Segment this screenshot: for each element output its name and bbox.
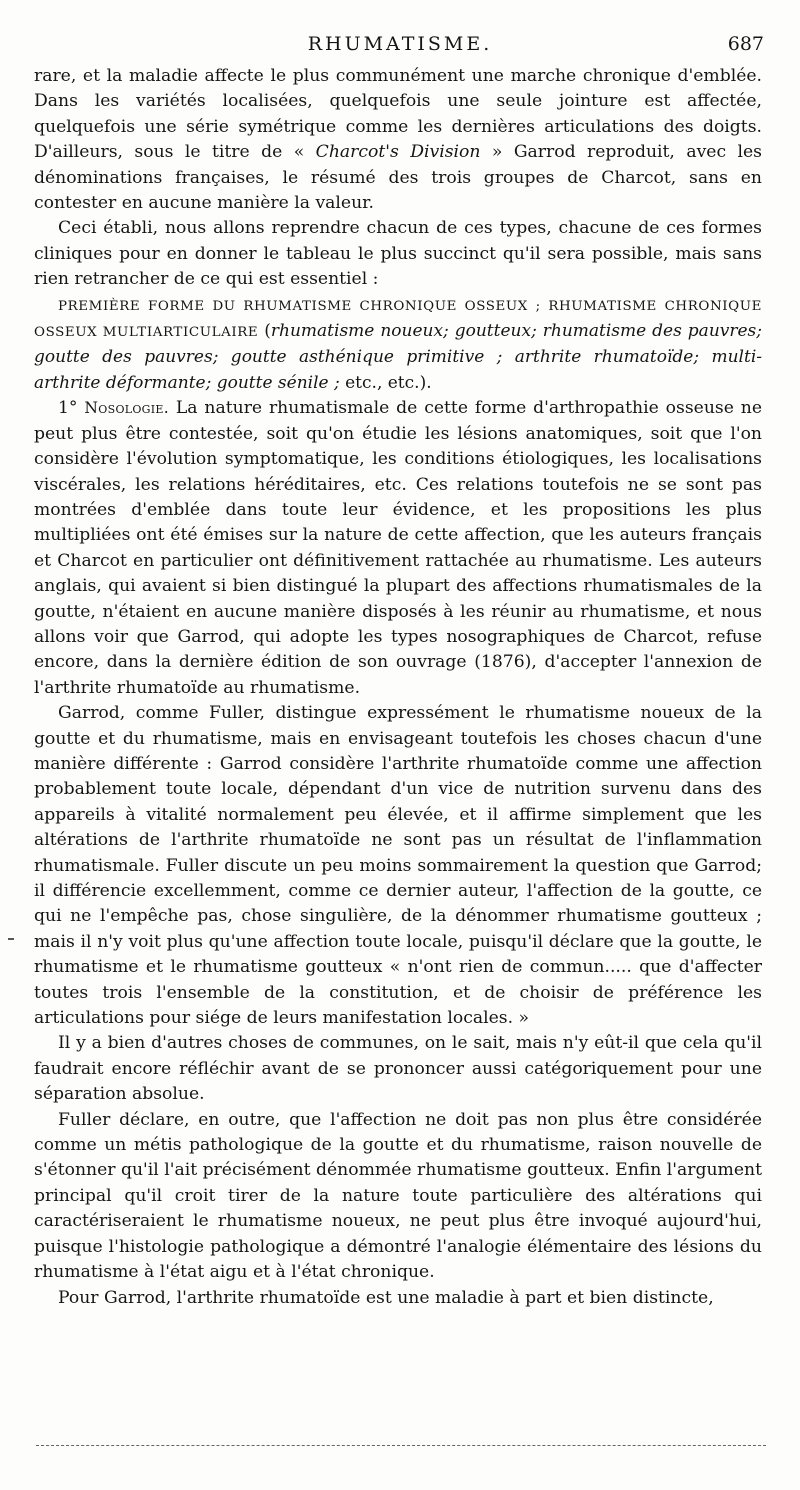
margin-mark [8,938,14,940]
section-heading-caps: PREMIÈRE FORME DU RHUMATISME CHRONIQUE OSSEUX ; RHUMATISME CHRONIQUE OSSEUX MULTIARTICULAIRE [34,298,762,341]
section-heading-synonyms: rhumatisme noueux; goutteux; rhumatisme des pauvres; goutte des pauvres; goutte asthénique primitive ; arthrite rhumatoïde; multi-arthrite déformante; goutte sénile ; [34,321,763,393]
subsection-number: 1° [58,398,78,419]
page-number: 687 [727,33,764,55]
body-text [34,64,762,1311]
paragraph-2: Ceci établi, nous allons reprendre chacun de ces types, chacune de ces formes cliniques pour en donner le tableau le plus succinct qu'il sera possible, mais sans rien retrancher de ce qui est essentiel : [34,218,762,290]
paragraph-nosologie: 1° Nosologie. La nature rhumatismale de cette forme d'arthropathie osseuse ne peut plus être contestée, soit qu'on étudie les lésions anatomiques, soit que l'on considère l'évolution symptomatique, les conditions étiologiques, les localisations viscérales, les relations héréditaires, etc. Ces relations toutefois ne se sont pas montrées d'emblée dans toute leur évidence, et les propositions les plus multipliées ont été émises sur la nature de cette affection, que les auteurs français et Charcot en particulier ont définitivement rattachée au rhumatisme. Les auteurs anglais, qui avaient si bien distingué la plupart des affections rhumatismales de la goutte, n'étaient en aucune manière disposés à les réunir au rhumatisme, et nous allons voir que Garrod, qui adopte les types nosographiques de Charcot, refuse encore, dans la dernière édition de son ouvrage (1876), d'accepter l'annexion de l'arthrite rhumatoïde au rhumatisme. [34,398,763,698]
paragraph-5: Il y a bien d'autres choses de communes, on le sait, mais n'y eût-il que cela qu'il faudrait encore réfléchir avant de se prononcer aussi catégoriquement pour une séparation absolue. [34,1033,762,1105]
section-heading: PREMIÈRE FORME DU RHUMATISME CHRONIQUE OSSEUX ; RHUMATISME CHRONIQUE OSSEUX MULTIARTICULAIRE (rhumatisme noueux; goutteux; rhumatisme des pauvres; goutte des pauvres; goutte asthénique primitive ; arthrite rhumatoïde; multi-arthrite déformante; goutte sénile ; etc., etc.). [34,298,763,393]
paragraph-6: Fuller déclare, en outre, que l'affection ne doit pas non plus être considérée comme un métis pathologique de la goutte et du rhumatisme, raison nouvelle de s'étonner qu'il l'ait précisément dénommée rhumatisme goutteux. Enfin l'argument principal qu'il croit tirer de la nature toute particulière des altérations qui caractériseraient le rhumatisme noueux, ne peut plus être invoqué aujourd'hui, puisque l'histologie pathologique a démontré l'analogie élémentaire des lésions du rhumatisme à l'état aigu et à l'état chronique. [34,1109,762,1283]
paragraph-1: rare, et la maladie affecte le plus communément une marche chronique d'emblée. Dans les variétés localisées, quelquefois une seule jointure est affectée, quelquefois une série symétrique comme les dernières articulations des doigts. D'ailleurs, sous le titre de « Charcot's Division » Garrod reproduit, avec les dénominations françaises, le résumé des trois groupes de Charcot, sans en contester en aucune manière la valeur. [34,66,762,214]
footer-rule [36,1445,766,1446]
page-header [36,30,764,60]
paragraph-7: Pour Garrod, l'arthrite rhumatoïde est une maladie à part et bien distincte, [58,1287,714,1308]
paragraph-4: Garrod, comme Fuller, distingue expressément le rhumatisme noueux de la goutte et du rhumatisme, mais en envisageant toutefois les choses chacun d'une manière différente : Garrod considère l'arthrite rhumatoïde comme une affection probablement toute locale, dépendant d'un vice de nutrition survenu dans des appareils à vitalité normalement peu élevée, et il affirme simplement que les altérations de l'arthrite rhumatoïde ne sont pas un résultat de l'inflammation rhumatismale. Fuller discute un peu moins sommairement la question que Garrod; il différencie excellemment, comme ce dernier auteur, l'affection de la goutte, ce qui ne l'empêche pas, chose singulière, de la dénommer rhumatisme goutteux ; mais il n'y voit plus qu'une affection toute locale, puisqu'il déclare que la goutte, le rhumatisme et le rhumatisme goutteux « n'ont rien de commun..... que d'affecter toutes trois l'ensemble de la constitution, et de choisir de préférence les articulations pour siége de leurs manifestation locales. » [34,703,762,1029]
subsection-label: Nosologie. [84,399,169,418]
running-title: RHUMATISME. [307,33,493,55]
italic-title: Charcot's Division [315,142,481,163]
